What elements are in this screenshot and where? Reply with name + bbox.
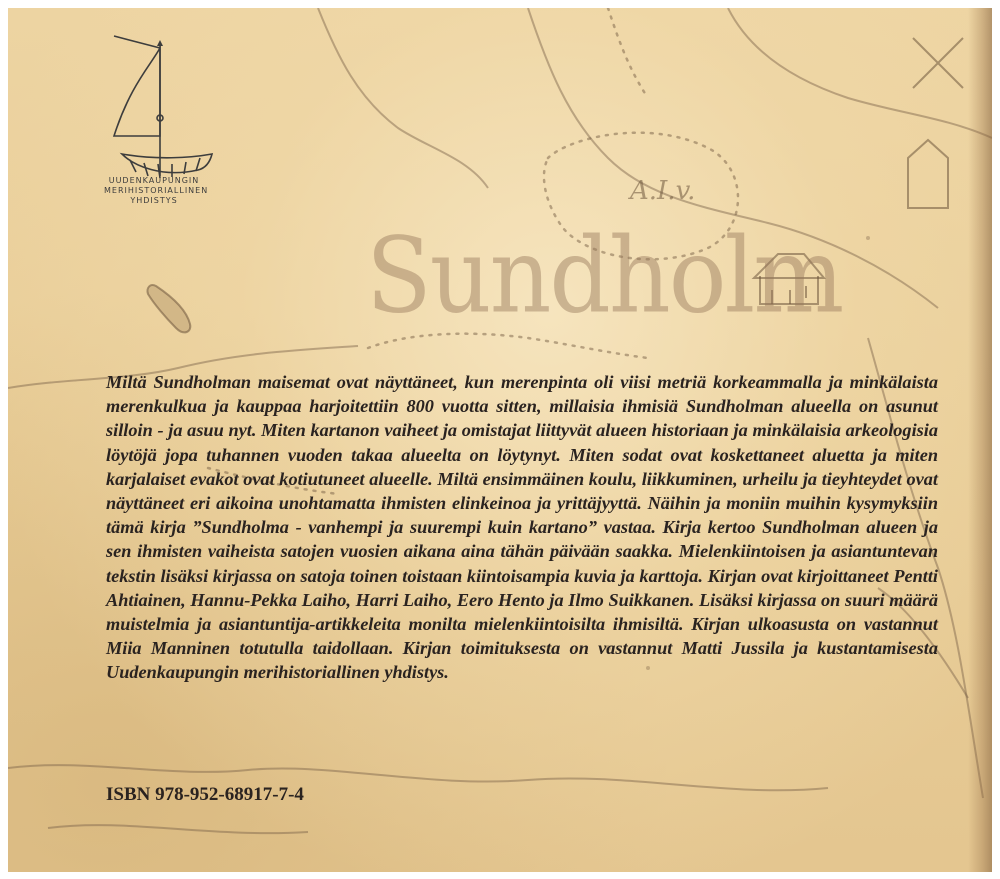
book-back-cover [8, 8, 992, 872]
map-place-name: Sundholm [366, 215, 843, 337]
logo-line-2: MERIHISTORIALLINEN [104, 186, 209, 195]
cover-spine-shadow [968, 8, 992, 872]
map-initials: A.I.v. [630, 176, 696, 206]
isbn-number: ISBN 978-952-68917-7-4 [106, 784, 304, 805]
logo-text [104, 176, 209, 206]
book-description: Miltä Sundholman maisemat ovat näyttäneet, kun merenpinta oli viisi metriä korkeammalla ja minkälaista merenkulkua ja kauppaa harjoitettiin 800 vuotta sitten, millaisia ihmisiä Sundholman alueella on asunut silloin - ja asuu nyt. Miten kartanon vaiheet ja omistajat liittyvät alueen historiaan ja minkälaisia arkeologisia löytöjä jopa tuhannen vuoden takaa alueelta on löytynyt. Miten sodat ovat koskettaneet aluetta ja miten karjalaiset evakot ovat kotiutuneet alueelle. Miltä ensimmäinen koulu, liikkuminen, urheilu ja tieyhteydet ovat näyttäneet eri aikoina unohtamatta ihmisten elinkeinoa ja yrittäjyyttä. Näihin ja moniin muihin kysymyksiin tämä kirja ”Sundholma - vanhempi ja suurempi kuin kartano” vastaa. Kirja kertoo Sundholman alueen ja sen ihmisten vaiheista satojen vuosien aikana aina tähän päivään saakka. Mielenkiintoisen ja asiantuntevan tekstin lisäksi kirjassa on satoja toinen toistaan kiintoisampia kuvia ja karttoja. Kirjan ovat kirjoittaneet Pentti Ahtiainen, Hannu-Pekka Laiho, Harri Laiho, Eero Hento ja Ilmo Suikkanen. Lisäksi kirjassa on suuri määrä muistelmia ja asiantuntija-artikkeleita monilta mielenkiintoisilta ihmisiltä. Kirjan ulkoasusta on vastannut Miia Manninen totutulla taidollaan. Kirjan toimituksesta on vastannut Matti Jussila ja kustantamisesta Uudenkaupungin merihistoriallinen yhdistys. [106, 372, 938, 683]
logo-line-3: YHDISTYS [130, 196, 178, 205]
logo-line-1: UUDENKAUPUNGIN [108, 176, 200, 185]
